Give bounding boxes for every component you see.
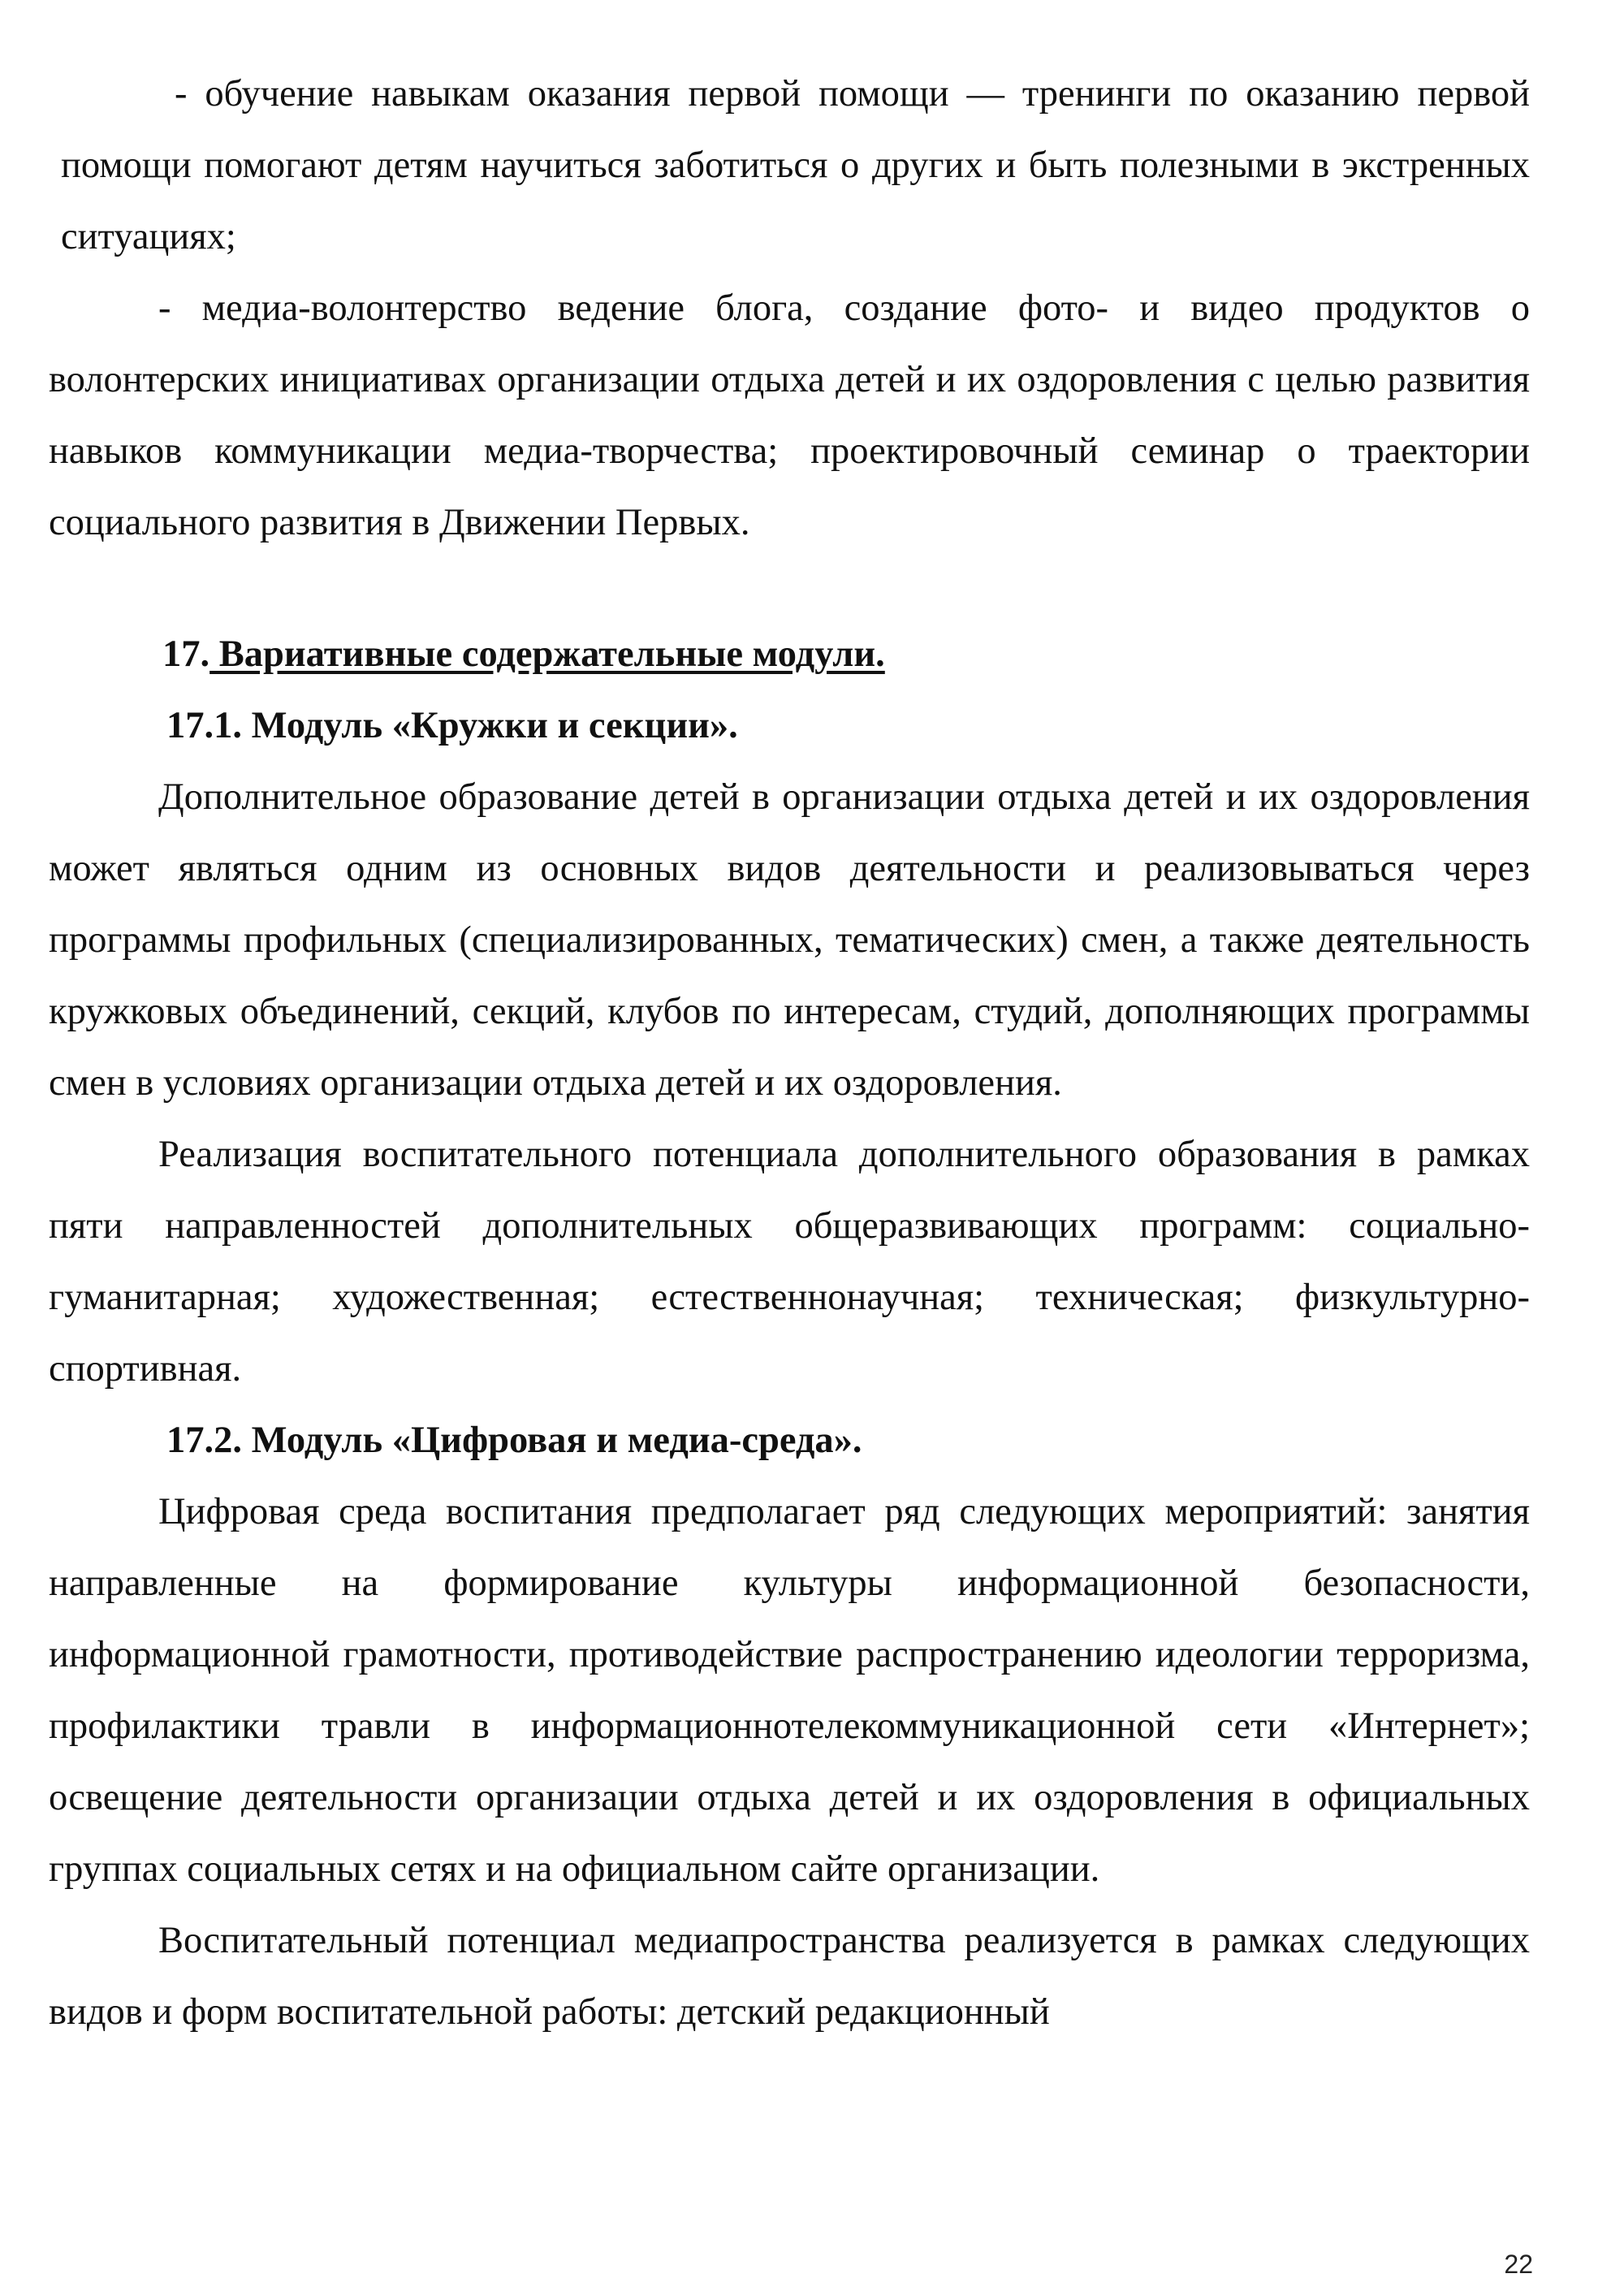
- section-spacer: [49, 559, 1530, 619]
- first-aid-paragraph: - обучение навыкам оказания первой помощи — тренинги по оказанию первой помощи помогают детям научиться заботиться о других и быть полезными в экстренных ситуациях;: [61, 73, 1530, 257]
- section-17-title: Вариативные содержательные модули.: [209, 633, 885, 675]
- section-17-number: 17.: [162, 633, 210, 675]
- media-volunteering-paragraph: - медиа-волонтерство ведение блога, создание фото- и видео продуктов о волонтерских инициативах организации отдыха детей и их оздоровления с целью развития навыков коммуникации медиа-творчества; проектировочный семинар о траектории социального развития в Движении Первых.: [49, 287, 1530, 543]
- module-17-1-paragraph: Дополнительное образование детей в организации отдыха детей и их оздоровления может являться одним из основных видов деятельности и реализовываться через программы профильных (специализированных, тематических) смен, а также деятельность кружковых объединений, секций, клубов по интересам, студий, дополняющих программы смен в условиях организации отдыха детей и их оздоровления.: [49, 776, 1530, 1104]
- module-17-1-paragraph: Реализация воспитательного потенциала дополнительного образования в рамках пяти направленностей дополнительных общеразвивающих программ: социально-гуманитарная; художественная; естественнонаучная; техническая; физкультурно-спортивная.: [49, 1134, 1530, 1390]
- page-number: 22: [1504, 2250, 1533, 2279]
- module-17-2-paragraph: Воспитательный потенциал медиапространства реализуется в рамках следующих видов и форм воспитательной работы: детский редакционный: [49, 1920, 1530, 2033]
- section-17-heading: [49, 619, 1530, 690]
- page-content: [49, 58, 1530, 2048]
- module-17-2-heading: 17.2. Модуль «Цифровая и медиа-среда».: [166, 1420, 862, 1461]
- module-17-2-paragraph: Цифровая среда воспитания предполагает ряд следующих мероприятий: занятия направленные на формирование культуры информационной безопасности, информационной грамотности, противодействие распространению идеологии терроризма, профилактики травли в информационнотелекоммуникационной сети «Интернет»; освещение деятельности организации отдыха детей и их оздоровления в официальных группах социальных сетях и на официальном сайте организации.: [49, 1491, 1530, 1890]
- module-17-1-heading: 17.1. Модуль «Кружки и секции».: [166, 705, 738, 746]
